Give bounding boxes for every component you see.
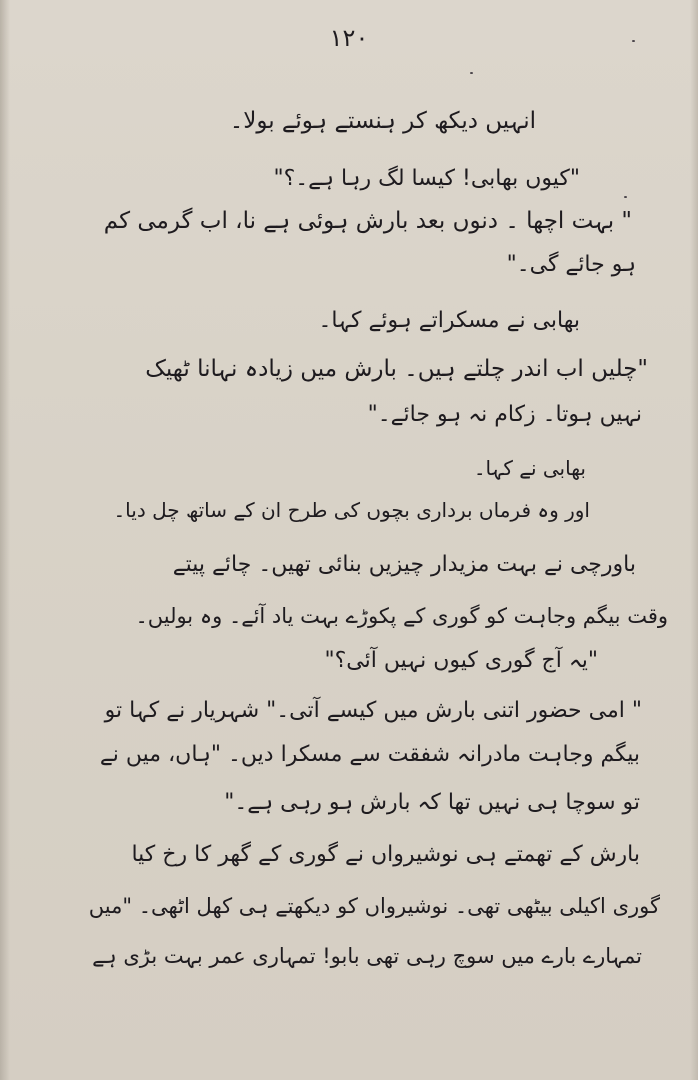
text-line-13: " امی حضور اتنی بارش میں کیسے آتی۔" شہریار نے کہا تو <box>104 698 642 723</box>
text-line-17: گوری اکیلی بیٹھی تھی۔ نوشیرواں کو دیکھتے ہی کھل اٹھی۔ "میں <box>88 894 660 918</box>
text-line-4: ہو جائے گی۔" <box>506 252 636 277</box>
text-line-8: بھابی نے کہا۔ <box>473 456 586 480</box>
paper-speck <box>632 40 635 42</box>
text-line-1: انہیں دیکھ کر ہنستے ہوئے بولا۔ <box>229 108 536 134</box>
text-line-12: "یہ آج گوری کیوں نہیں آئی؟" <box>324 648 598 673</box>
text-line-11: وقت بیگم وجاہت کو گوری کے پکوڑے بہت یاد آئے۔ وہ بولیں۔ <box>135 604 668 628</box>
text-line-9: اور وہ فرماں برداری بچوں کی طرح ان کے ساتھ چل دیا۔ <box>113 498 590 522</box>
text-line-16: بارش کے تھمتے ہی نوشیرواں نے گوری کے گھر کا رخ کیا <box>131 842 640 867</box>
page-right-shadow <box>690 0 698 1080</box>
text-line-5: بھابی نے مسکراتے ہوئے کہا۔ <box>318 308 580 333</box>
text-line-10: باورچی نے بہت مزیدار چیزیں بنائی تھیں۔ چائے پیتے <box>172 552 636 577</box>
text-line-3: " بہت اچھا ۔ دنوں بعد بارش ہوئی ہے نا، اب گرمی کم <box>103 208 632 234</box>
page-left-shadow <box>0 0 10 1080</box>
text-line-6: "چلیں اب اندر چلتے ہیں۔ بارش میں زیادہ نہانا ٹھیک <box>145 356 648 382</box>
paper-speck <box>624 196 627 198</box>
page-number: ۱۲۰ <box>329 24 369 52</box>
text-line-2: "کیوں بھابی! کیسا لگ رہا ہے۔؟" <box>273 166 580 191</box>
text-line-15: تو سوچا ہی نہیں تھا کہ بارش ہو رہی ہے۔" <box>224 790 640 815</box>
text-line-7: نہیں ہوتا۔ زکام نہ ہو جائے۔" <box>367 402 642 427</box>
text-line-18: تمہارے بارے میں سوچ رہی تھی بابو! تمہاری عمر بہت بڑی ہے <box>92 944 642 968</box>
paper-speck <box>470 72 473 74</box>
text-line-14: بیگم وجاہت مادرانہ شفقت سے مسکرا دیں۔ "ہاں، میں نے <box>99 742 640 767</box>
